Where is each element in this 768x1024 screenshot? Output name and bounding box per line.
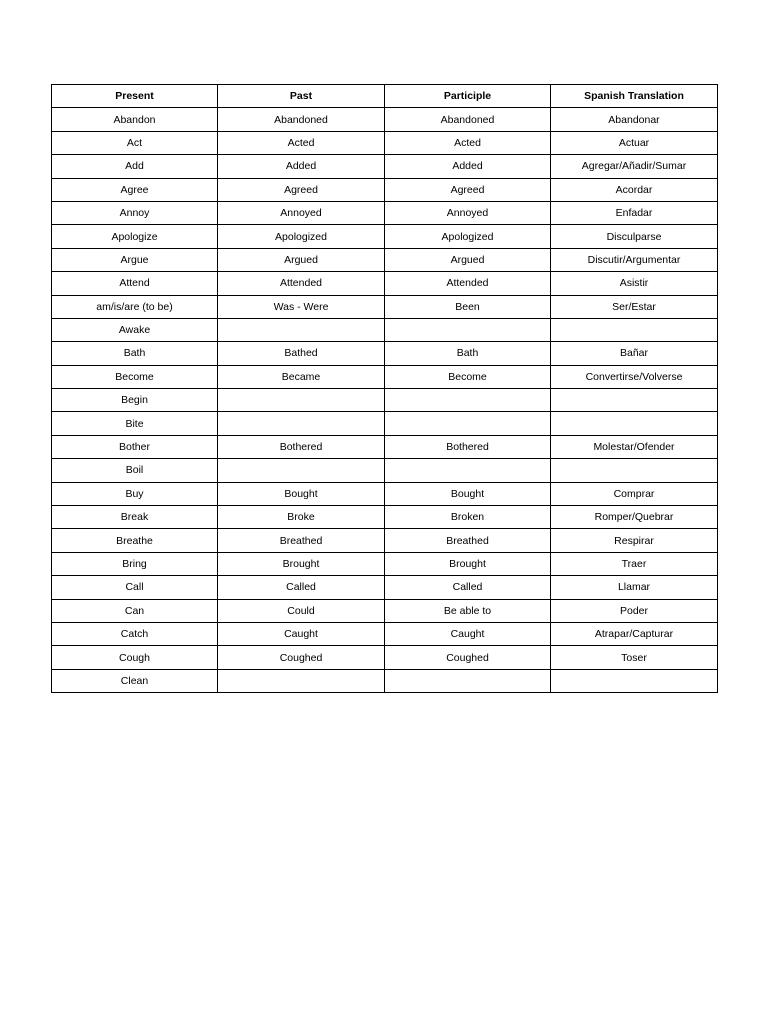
cell-spanish-translation: Poder [551,599,718,622]
cell-past: Added [218,155,385,178]
table-row [52,131,718,154]
cell-past [218,459,385,482]
cell-participle [385,459,551,482]
cell-spanish-translation: Enfadar [551,201,718,224]
cell-present: Abandon [52,108,218,131]
cell-present: Breathe [52,529,218,552]
cell-spanish-translation [551,459,718,482]
cell-spanish-translation: Respirar [551,529,718,552]
cell-present: Catch [52,622,218,645]
cell-participle: Be able to [385,599,551,622]
cell-past: Brought [218,552,385,575]
cell-present: Awake [52,318,218,341]
cell-spanish-translation: Convertirse/Volverse [551,365,718,388]
cell-present: Agree [52,178,218,201]
cell-participle: Called [385,576,551,599]
cell-participle: Bothered [385,435,551,458]
table-row [52,342,718,365]
table-row [52,529,718,552]
cell-past: Bathed [218,342,385,365]
cell-participle: Added [385,155,551,178]
cell-participle: Become [385,365,551,388]
table-row [52,646,718,669]
cell-spanish-translation: Traer [551,552,718,575]
cell-past: Acted [218,131,385,154]
cell-present: Add [52,155,218,178]
cell-participle [385,389,551,412]
cell-past: Annoyed [218,201,385,224]
cell-past: Apologized [218,225,385,248]
cell-participle: Broken [385,506,551,529]
table-row [52,108,718,131]
cell-spanish-translation: Disculparse [551,225,718,248]
table-row [52,412,718,435]
cell-spanish-translation [551,669,718,692]
table-row [52,225,718,248]
cell-participle: Caught [385,622,551,645]
cell-spanish-translation: Llamar [551,576,718,599]
cell-past: Could [218,599,385,622]
table-row [52,669,718,692]
cell-participle: Bath [385,342,551,365]
cell-present: Can [52,599,218,622]
table-row [52,248,718,271]
table-row [52,295,718,318]
table-row [52,155,718,178]
cell-participle: Attended [385,272,551,295]
cell-participle: Argued [385,248,551,271]
cell-past [218,389,385,412]
cell-spanish-translation: Romper/Quebrar [551,506,718,529]
cell-participle: Bought [385,482,551,505]
cell-past: Breathed [218,529,385,552]
cell-past: Bought [218,482,385,505]
cell-participle: Annoyed [385,201,551,224]
header-participle: Participle [385,85,551,108]
cell-spanish-translation: Acordar [551,178,718,201]
cell-present: Attend [52,272,218,295]
cell-present: am/is/are (to be) [52,295,218,318]
cell-present: Argue [52,248,218,271]
table-row [52,272,718,295]
table-row [52,459,718,482]
table-row [52,365,718,388]
cell-present: Cough [52,646,218,669]
cell-spanish-translation: Ser/Estar [551,295,718,318]
cell-participle: Been [385,295,551,318]
table-row [52,178,718,201]
cell-present: Bath [52,342,218,365]
cell-present: Clean [52,669,218,692]
cell-spanish-translation: Agregar/Añadir/Sumar [551,155,718,178]
cell-past: Bothered [218,435,385,458]
table-row [52,622,718,645]
cell-spanish-translation [551,318,718,341]
cell-present: Bite [52,412,218,435]
cell-present: Bring [52,552,218,575]
table-row [52,318,718,341]
cell-spanish-translation: Discutir/Argumentar [551,248,718,271]
cell-present: Break [52,506,218,529]
cell-past: Called [218,576,385,599]
cell-past: Became [218,365,385,388]
header-spanish-translation: Spanish Translation [551,85,718,108]
cell-present: Act [52,131,218,154]
cell-participle: Breathed [385,529,551,552]
cell-spanish-translation [551,412,718,435]
header-present: Present [52,85,218,108]
cell-past: Argued [218,248,385,271]
cell-past: Broke [218,506,385,529]
cell-participle [385,669,551,692]
cell-participle: Agreed [385,178,551,201]
cell-spanish-translation: Bañar [551,342,718,365]
cell-spanish-translation: Toser [551,646,718,669]
cell-present: Boil [52,459,218,482]
cell-present: Bother [52,435,218,458]
cell-past: Coughed [218,646,385,669]
table-row [52,552,718,575]
cell-past: Attended [218,272,385,295]
cell-present: Apologize [52,225,218,248]
header-past: Past [218,85,385,108]
cell-participle [385,318,551,341]
cell-past: Agreed [218,178,385,201]
cell-spanish-translation: Asistir [551,272,718,295]
cell-participle [385,412,551,435]
table-row [52,389,718,412]
cell-participle: Coughed [385,646,551,669]
cell-spanish-translation [551,389,718,412]
cell-spanish-translation: Molestar/Ofender [551,435,718,458]
cell-present: Annoy [52,201,218,224]
cell-past [218,318,385,341]
verb-table [51,84,718,693]
cell-participle: Apologized [385,225,551,248]
table-row [52,201,718,224]
cell-spanish-translation: Actuar [551,131,718,154]
table-row [52,435,718,458]
table-body [52,108,718,693]
cell-participle: Acted [385,131,551,154]
cell-participle: Brought [385,552,551,575]
cell-present: Become [52,365,218,388]
cell-past [218,669,385,692]
cell-present: Buy [52,482,218,505]
table-row [52,482,718,505]
cell-spanish-translation: Comprar [551,482,718,505]
cell-present: Call [52,576,218,599]
cell-past [218,412,385,435]
cell-participle: Abandoned [385,108,551,131]
cell-spanish-translation: Atrapar/Capturar [551,622,718,645]
cell-spanish-translation: Abandonar [551,108,718,131]
table-row [52,506,718,529]
cell-present: Begin [52,389,218,412]
table-row [52,599,718,622]
table-row [52,576,718,599]
cell-past: Was - Were [218,295,385,318]
cell-past: Caught [218,622,385,645]
header-row [52,85,718,108]
cell-past: Abandoned [218,108,385,131]
